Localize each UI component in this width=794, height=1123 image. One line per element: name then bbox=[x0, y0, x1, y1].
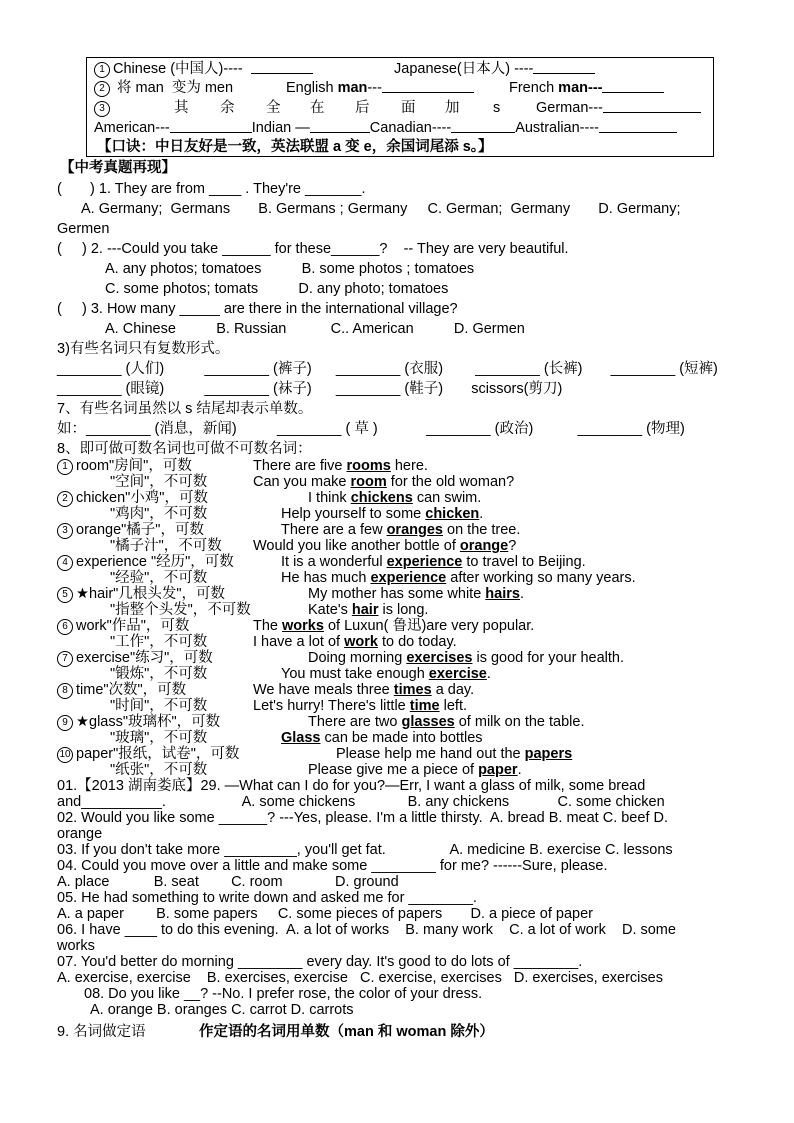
keyword: hair bbox=[351, 602, 379, 618]
exam-q1: ( ) 1. They are from ____ . They're _______. bbox=[57, 181, 366, 197]
practice-07-options: A. exercise, exercise B. exercises, exercise C. exercise, exercises D. exercises, exercises bbox=[57, 970, 663, 986]
keyword: exercise bbox=[428, 666, 487, 682]
keyword: room bbox=[350, 474, 387, 490]
example-text: here. bbox=[390, 458, 428, 474]
noun-example-uncountable bbox=[281, 506, 483, 522]
example-text: for the old woman? bbox=[386, 474, 515, 490]
circled-number: 3 bbox=[94, 101, 110, 117]
practice-04: 04. Could you move over a little and make some ________ for me? ------Sure, please. bbox=[57, 858, 608, 874]
practice-06: 06. I have ____ to do this evening. A. a lot of works B. many work C. a lot of work D. some bbox=[57, 922, 676, 938]
keyword: chickens bbox=[350, 490, 413, 506]
answer-blank bbox=[533, 61, 595, 74]
box-text-bold: man--- bbox=[558, 80, 603, 96]
practice-02-cont: orange bbox=[57, 826, 103, 842]
box-row-2c bbox=[509, 80, 664, 96]
answer-blank bbox=[599, 120, 677, 133]
noun-uncountable-label: "工作"，不可数 bbox=[110, 634, 208, 650]
section-7-heading: 7、有些名词虽然以 s 结尾却表示单数。 bbox=[57, 401, 313, 417]
answer-blank bbox=[603, 100, 701, 113]
noun-uncountable-label: "经验"，不可数 bbox=[110, 570, 208, 586]
noun-example-uncountable bbox=[253, 698, 467, 714]
noun-uncountable-label: "时间"，不可数 bbox=[110, 698, 208, 714]
keyword: times bbox=[393, 682, 432, 698]
example-text: . bbox=[479, 506, 484, 522]
noun-example-countable bbox=[308, 490, 481, 506]
noun-countable-label: experience "经历"，可数 bbox=[76, 554, 234, 570]
singular-s-row: 如：________ (消息，新闻) ________ ( 草 ) ________ (政治) ________ (物理) bbox=[57, 421, 685, 437]
noun-example-uncountable bbox=[308, 762, 522, 778]
noun-row bbox=[57, 714, 220, 731]
box-text: 将 man 变为 men bbox=[117, 80, 234, 96]
keyword: experience bbox=[370, 570, 447, 586]
practice-03: 03. If you don't take more _________, you'll get fat. A. medicine B. exercise C. lessons bbox=[57, 842, 673, 858]
keyword: hairs bbox=[485, 586, 520, 602]
example-text: You must take enough bbox=[281, 666, 429, 682]
practice-07: 07. You'd better do morning ________ every day. It's good to do lots of ________. bbox=[57, 954, 583, 970]
box-row-3-end bbox=[536, 100, 701, 116]
spaced-char: 在 bbox=[310, 100, 325, 116]
section-8-heading: 8、即可做可数名词也可做不可数名词： bbox=[57, 441, 312, 457]
example-text: is good for your health. bbox=[472, 650, 624, 666]
example-text: There are a few bbox=[281, 522, 387, 538]
noun-uncountable-label: "橘子汁"，不可数 bbox=[110, 538, 222, 554]
noun-row bbox=[57, 522, 204, 539]
plural-row-1: ________ (人们) ________ (裤子) ________ (衣服) ________ (长裤) ________ (短裤) bbox=[57, 361, 718, 377]
noun-countable-label: exercise"练习"，可数 bbox=[76, 650, 213, 666]
mnemonic: 【口诀：中日友好是一致，英法联盟 a 变 e，余国词尾添 s。】 bbox=[97, 139, 493, 155]
example-text: a day. bbox=[431, 682, 475, 698]
noun-example-countable bbox=[308, 650, 624, 666]
box-text: Australian---- bbox=[515, 120, 599, 136]
example-text: . bbox=[486, 666, 491, 682]
keyword: orange bbox=[459, 538, 509, 554]
box-text: Japanese(日本人) ---- bbox=[394, 61, 534, 77]
box-row-3-w1 bbox=[220, 100, 235, 116]
keyword: papers bbox=[524, 746, 573, 762]
example-text: I have a lot of bbox=[253, 634, 345, 650]
box-text: American--- bbox=[94, 120, 170, 136]
exam-q2-options-ab: A. any photos; tomatoes B. some photos ; tomatoes bbox=[105, 261, 475, 277]
circled-number: 9 bbox=[57, 715, 73, 731]
box-row-4 bbox=[94, 120, 677, 136]
box-row-3-w2 bbox=[266, 100, 281, 116]
box-row-3-w6 bbox=[445, 100, 460, 116]
answer-blank bbox=[310, 120, 370, 133]
example-text: ? bbox=[508, 538, 517, 554]
keyword: glasses bbox=[401, 714, 455, 730]
box-text: French bbox=[509, 80, 559, 96]
example-text: left. bbox=[439, 698, 468, 714]
example-text: The bbox=[253, 618, 283, 634]
spaced-char: 全 bbox=[266, 100, 281, 116]
example-text: Help yourself to some bbox=[281, 506, 426, 522]
exam-q2-options-cd: C. some photos; tomats D. any photo; tomatoes bbox=[105, 281, 449, 297]
box-text-bold: man bbox=[337, 80, 368, 96]
example-text: He has much bbox=[281, 570, 371, 586]
noun-example-uncountable bbox=[281, 666, 491, 682]
example-text: There are two bbox=[308, 714, 402, 730]
box-text: Chinese (中国人)---- bbox=[113, 61, 243, 77]
noun-row bbox=[57, 458, 192, 475]
noun-row bbox=[57, 490, 208, 507]
circled-number: 10 bbox=[57, 747, 73, 763]
spaced-char: 后 bbox=[355, 100, 370, 116]
box-row-3-w5 bbox=[401, 100, 416, 116]
keyword: Glass bbox=[281, 730, 321, 746]
noun-row bbox=[57, 682, 186, 699]
answer-blank bbox=[251, 61, 313, 74]
box-row-3-w4 bbox=[355, 100, 370, 116]
noun-row bbox=[57, 618, 189, 635]
noun-example-countable bbox=[281, 554, 586, 570]
example-text: to do today. bbox=[377, 634, 457, 650]
circled-number: 6 bbox=[57, 619, 73, 635]
noun-example-countable bbox=[281, 522, 520, 538]
example-text: We have meals three bbox=[253, 682, 394, 698]
example-text: Kate's bbox=[308, 602, 352, 618]
practice-08: 08. Do you like __? --No. I prefer rose, the color of your dress. bbox=[84, 986, 483, 1002]
circled-number: 7 bbox=[57, 651, 73, 667]
keyword: chicken bbox=[425, 506, 480, 522]
section-9-rule: 作定语的名词用单数（man 和 woman 除外） bbox=[199, 1024, 494, 1040]
example-text: Doing morning bbox=[308, 650, 407, 666]
example-text: of milk on the table. bbox=[454, 714, 585, 730]
example-text: It is a wonderful bbox=[281, 554, 387, 570]
noun-example-countable bbox=[253, 682, 474, 698]
example-text: Would you like another bottle of bbox=[253, 538, 460, 554]
example-text: There are five bbox=[253, 458, 347, 474]
box-row-3-w7 bbox=[493, 100, 500, 116]
spaced-char: 余 bbox=[220, 100, 235, 116]
box-row-2 bbox=[94, 80, 233, 97]
noun-example-uncountable bbox=[308, 602, 428, 618]
noun-example-uncountable bbox=[281, 730, 483, 746]
box-text: Indian — bbox=[251, 120, 310, 136]
spaced-char: s bbox=[493, 100, 501, 116]
noun-uncountable-label: "玻璃"，不可数 bbox=[110, 730, 208, 746]
keyword: rooms bbox=[346, 458, 391, 474]
noun-countable-label: time"次数"，可数 bbox=[76, 682, 187, 698]
circled-number: 5 bbox=[57, 587, 73, 603]
example-text: can be made into bottles bbox=[320, 730, 483, 746]
noun-uncountable-label: "指整个头发"，不可数 bbox=[110, 602, 251, 618]
keyword: time bbox=[409, 698, 440, 714]
circled-number: 2 bbox=[57, 491, 73, 507]
spaced-char: 面 bbox=[401, 100, 416, 116]
noun-example-countable bbox=[308, 714, 584, 730]
noun-example-uncountable bbox=[253, 538, 516, 554]
example-text: . bbox=[517, 762, 522, 778]
noun-countable-label: ★glass"玻璃杯"，可数 bbox=[76, 714, 221, 730]
noun-countable-label: paper"报纸，试卷"，可数 bbox=[76, 746, 240, 762]
example-text: I think bbox=[308, 490, 351, 506]
noun-uncountable-label: "锻炼"，不可数 bbox=[110, 666, 208, 682]
answer-blank bbox=[451, 120, 515, 133]
box-text: German--- bbox=[536, 100, 603, 116]
example-text: on the tree. bbox=[443, 522, 521, 538]
example-text: to travel to Beijing. bbox=[462, 554, 586, 570]
answer-blank bbox=[170, 120, 252, 133]
noun-countable-label: work"作品"，可数 bbox=[76, 618, 190, 634]
example-text: is long. bbox=[378, 602, 429, 618]
noun-uncountable-label: "空间"，不可数 bbox=[110, 474, 208, 490]
circled-number: 3 bbox=[57, 523, 73, 539]
keyword: experience bbox=[386, 554, 463, 570]
circled-number: 4 bbox=[57, 555, 73, 571]
noun-countable-label: ★hair"几根头发"，可数 bbox=[76, 586, 225, 602]
box-text: English bbox=[286, 80, 338, 96]
noun-countable-label: chicken"小鸡"，可数 bbox=[76, 490, 208, 506]
section-3-heading: 3)有些名词只有复数形式。 bbox=[57, 341, 230, 357]
practice-06-cont: works bbox=[57, 938, 95, 954]
example-text: Let's hurry! There's little bbox=[253, 698, 410, 714]
practice-08-options: A. orange B. oranges C. carrot D. carrots bbox=[90, 1002, 354, 1018]
box-row-2b bbox=[286, 80, 474, 96]
example-text: after working so many years. bbox=[446, 570, 636, 586]
plural-row-2: ________ (眼镜) ________ (袜子) ________ (鞋子) scissors(剪刀) bbox=[57, 381, 563, 397]
circled-number: 1 bbox=[94, 62, 110, 78]
noun-example-countable bbox=[336, 746, 572, 762]
example-text: Can you make bbox=[253, 474, 351, 490]
practice-01-options: and__________. A. some chickens B. any chickens C. some chicken bbox=[57, 794, 665, 810]
exam-q2: ( ) 2. ---Could you take ______ for these______? -- They are very beautiful. bbox=[57, 241, 569, 257]
noun-uncountable-label: "鸡肉"，不可数 bbox=[110, 506, 208, 522]
noun-example-countable bbox=[308, 586, 524, 602]
practice-02: 02. Would you like some ______? ---Yes, please. I'm a little thirsty. A. bread B. meat C. beef D. bbox=[57, 810, 668, 826]
practice-05-options: A. a paper B. some papers C. some pieces of papers D. a piece of paper bbox=[57, 906, 593, 922]
example-text: can swim. bbox=[412, 490, 482, 506]
keyword: oranges bbox=[386, 522, 443, 538]
box-row-3-w3 bbox=[310, 100, 325, 116]
box-text: --- bbox=[367, 80, 382, 96]
exam-q1-cont: Germen bbox=[57, 221, 110, 237]
example-text: . bbox=[519, 586, 524, 602]
example-text: Please give me a piece of bbox=[308, 762, 479, 778]
exam-q3: ( ) 3. How many _____ are there in the international village? bbox=[57, 301, 458, 317]
noun-uncountable-label: "纸张"，不可数 bbox=[110, 762, 208, 778]
practice-04-options: A. place B. seat C. room D. ground bbox=[57, 874, 399, 890]
exam-q1-options: A. Germany; Germans B. Germans ; Germany C. German; Germany D. Germany; bbox=[81, 201, 681, 217]
box-row-3 bbox=[94, 100, 113, 117]
section-9-heading: 9. 名词做定语 bbox=[57, 1024, 146, 1040]
noun-countable-label: room"房间"，可数 bbox=[76, 458, 192, 474]
noun-example-countable bbox=[253, 618, 534, 634]
practice-05: 05. He had something to write down and asked me for ________. bbox=[57, 890, 477, 906]
example-text: Please help me hand out the bbox=[336, 746, 525, 762]
spaced-char: 加 bbox=[445, 100, 460, 116]
noun-row bbox=[57, 554, 234, 571]
noun-row bbox=[57, 746, 239, 763]
circled-number: 2 bbox=[94, 81, 110, 97]
noun-row bbox=[57, 650, 213, 667]
noun-example-countable bbox=[253, 458, 428, 474]
keyword: exercises bbox=[406, 650, 473, 666]
box-text: Canadian---- bbox=[369, 120, 452, 136]
example-text: of Luxun( 鲁迅)are very popular. bbox=[323, 618, 535, 634]
circled-number: 8 bbox=[57, 683, 73, 699]
practice-01: 01.【2013 湖南娄底】29. —What can I do for you?—Err, I want a glass of milk, some bread bbox=[57, 778, 646, 794]
exam-q3-options: A. Chinese B. Russian C.. American D. Germen bbox=[105, 321, 525, 337]
answer-blank bbox=[382, 80, 474, 93]
box-row-3-w0 bbox=[174, 100, 189, 116]
circled-number: 1 bbox=[57, 459, 73, 475]
answer-blank bbox=[602, 80, 664, 93]
spaced-char: 其 bbox=[174, 100, 189, 116]
noun-example-uncountable bbox=[281, 570, 636, 586]
noun-example-uncountable bbox=[253, 474, 514, 490]
noun-row bbox=[57, 586, 225, 603]
keyword: paper bbox=[478, 762, 518, 778]
box-row-1b bbox=[394, 61, 595, 77]
example-text: My mother has some white bbox=[308, 586, 486, 602]
keyword: work bbox=[344, 634, 378, 650]
noun-countable-label: orange"橘子"，可数 bbox=[76, 522, 204, 538]
section-heading-exam: 【中考真题再现】 bbox=[60, 160, 176, 176]
noun-example-uncountable bbox=[253, 634, 457, 650]
keyword: works bbox=[282, 618, 324, 634]
box-row-1 bbox=[94, 61, 313, 78]
